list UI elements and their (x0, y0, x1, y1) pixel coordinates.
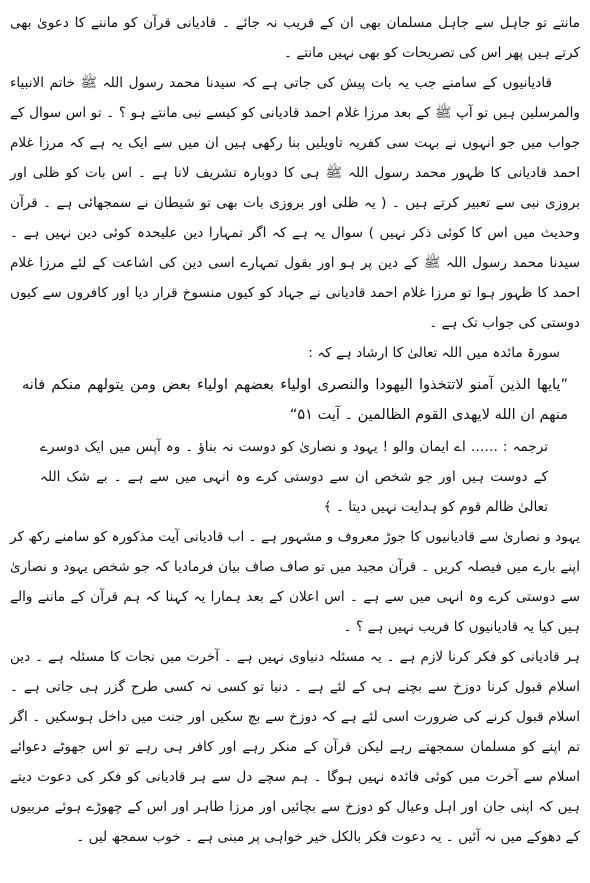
paragraph-2: قادیانیوں کے سامنے جب یہ بات پیش کی جاتی ہے کہ سیدنا محمد رسول اللہ ﷺ خاتم الانبیاء والمرسلین ہیں تو آپ ﷺ کے بعد مرزا غلام احمد قادیانی کو کیسے نبی مانتے ہو ؟ ۔ تو اس سوال کے جواب میں جو انہوں نے بہت سی کفریہ تاویلیں بنا رکھی ہیں ان میں سے ایک یہ ہے کہ مرزا غلام احمد قادیانی کا ظہور محمد رسول اللہ ﷺ ہی کا دوبارہ تشریف لانا ہے ۔ اس بات کو ظلی اور بروزی نبی سے تعبیر کرتے ہیں ۔ ( یہ ظلی اور بروزی بات بھی تو شیطان نے سمجھائی ہے ۔ قرآن وحدیث میں اس کا کوئی ذکر نہیں ) سوال یہ ہے کہ اگر تمہارا دین علیحدہ کوئی دین نہیں ہے ۔ سیدنا محمد رسول اللہ ﷺ کے دین پر ہو اور بقول تمہارے اسی دین کی اشاعت کے لئے مرزا غلام احمد کا ظہور ہوا تو مرزا غلام احمد قادیانی نے جہاد کو کیوں منسوخ قرار دیا اور کافروں سے کیوں دوستی کی جواب تک ہے ۔ (10, 75, 580, 331)
paragraph-1: مانتے تو جاہل سے جاہل مسلمان بھی ان کے قریب نہ جائے ۔ قادیانی قرآن کو ماننے کا دعویٰ بھی کرتے ہیں پھر اس کی تصریحات کو بھی نہیں مانتے ۔ (10, 15, 580, 61)
quran-verse: ”یایها الذین آمنو لاتتخذوا الیهودا والنصری اولیاء بعضهم اولیاء بعض ومن یتولهم منکم فانه منهم ان الله لایهدی القوم الظالمین ۔ آیت ۵۱“ (22, 377, 568, 423)
paragraph-3: سورۃ مائدہ میں اللہ تعالیٰ کا ارشاد ہے کہ : (308, 345, 560, 361)
paragraph-5: ہر قادیانی کو فکر کرنا لازم ہے ۔ یہ مسئلہ دنیاوی نہیں ہے ۔ آخرت میں نجات کا مسئلہ ہے ۔ دین اسلام قبول کرنا دوزخ سے بچنے ہی کے لئے ہے ۔ دنیا تو کسی نہ کسی طرح گزر ہی جاتی ہے ۔ اسلام قبول کرنے کی ضرورت اسی لئے ہے کہ دوزخ سے بچ سکیں اور جنت میں داخل ہوسکیں ۔ اگر تم اپنے کو مسلمان سمجھتے رہے لیکن قرآن کے منکر رہے اور کافر ہی رہے تو اس جھوٹے دعوائے اسلام سے آخرت میں کوئی فائدہ نہیں ہوگا ۔ ہم سچے دل سے ہر قادیانی کو فکر کی دعوت دیتے ہیں کہ اپنی جان اور اہل وعیال کو دوزخ سے بچائیں اور مرزا طاہر اور اس کے چھوڑے ہوئے مربیوں کے دھوکے میں نہ آئیں ۔ یہ دعوت فکر بالکل خیر خواہی پر مبنی ہے ۔ خوب سمجھ لیں ۔ (10, 649, 580, 845)
verse-translation: ترجمہ : …… اے ایمان والو ! یہود و نصاریٰ کو دوست نہ بناؤ ۔ وہ آپس میں ایک دوسرے کے دوست ہیں اور جو شخص ان سے دوستی کرے وہ انہی میں سے ہے ۔ بے شک اللہ تعالیٰ ظالم قوم کو ہدایت نہیں دیتا ۔ ﴾ (40, 439, 548, 515)
paragraph-4: یہود و نصاریٰ سے قادیانیوں کا جوڑ معروف و مشہور ہے ۔ اب قادیانی آیت مذکورہ کو سامنے رکھ کر اپنے بارے میں فیصلہ کریں ۔ قرآن مجید میں تو صاف صاف بیان فرمادیا کہ جو شخص یہود و نصاریٰ سے دوستی کرے وہ انہی میں سے ہے ۔ اس اعلان کے بعد ہمارا یہ کہنا کہ ہم قرآن کے ماننے والے ہیں کیا یہ قادیانیوں کا فریب نہیں ہے ؟ ۔ (10, 529, 580, 635)
